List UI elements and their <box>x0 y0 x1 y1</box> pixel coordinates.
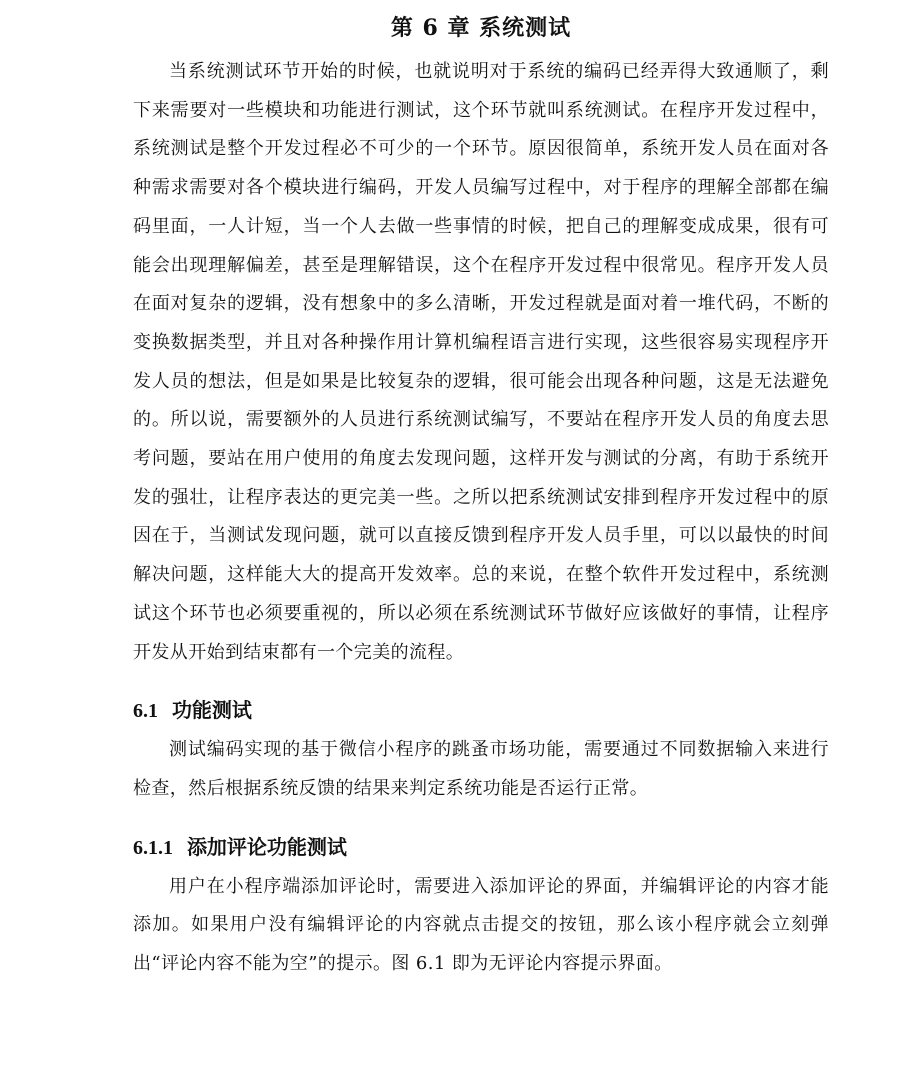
section-6-1-1-paragraph: 用户在小程序端添加评论时，需要进入添加评论的界面，并编辑评论的内容才能添加。如果用户没有编辑评论的内容就点击提交的按钮，那么该小程序就会立刻弹出“评论内容不能为空”的提示。图 6.1 即为无评论内容提示界面。 <box>133 875 829 975</box>
section-number: 6.1 <box>133 700 158 723</box>
section-title: 功能测试 <box>171 698 252 723</box>
subsection-heading-6-1-1 <box>133 826 829 868</box>
subsection-number: 6.1.1 <box>133 836 173 859</box>
section-heading-6-1 <box>133 689 829 731</box>
chapter-title: 第 6 章 系统测试 <box>390 15 572 41</box>
section-6-1-paragraph: 测试编码实现的基于微信小程序的跳蚤市场功能，需要通过不同数据输入来进行检查，然后根据系统反馈的结果来判定系统功能是否运行正常。 <box>133 739 829 799</box>
subsection-title: 添加评论功能测试 <box>186 834 347 859</box>
chapter-intro-paragraph: 当系统测试环节开始的时候，也就说明对于系统的编码已经弄得大致通顺了，剩下来需要对一些模块和功能进行测试，这个环节就叫系统测试。在程序开发过程中，系统测试是整个开发过程必不可少的一个环节。原因很简单，系统开发人员在面对各种需求需要对各个模块进行编码，开发人员编写过程中，对于程序的理解全部都在编码里面，一人计短，当一个人去做一些事情的时候，把自己的理解变成成果，很有可能会出现理解偏差，甚至是理解错误，这个在程序开发过程中很常见。程序开发人员在面对复杂的逻辑，没有想象中的多么清晰，开发过程就是面对着一堆代码，不断的变换数据类型，并且对各种操作用计算机编程语言进行实现，这些很容易实现程序开发人员的想法，但是如果是比较复杂的逻辑，很可能会出现各种问题，这是无法避免的。所以说，需要额外的人员进行系统测试编写，不要站在程序开发人员的角度去思考问题，要站在用户使用的角度去发现问题，这样开发与测试的分离，有助于系统开发的强壮，让程序表达的更完美一些。之所以把系统测试安排到程序开发过程中的原因在于，当测试发现问题，就可以直接反馈到程序开发人员手里，可以以最快的时间解决问题，这样能大大的提高开发效率。总的来说，在整个软件开发过程中，系统测试这个环节也必须要重视的，所以必须在系统测试环节做好应该做好的事情，让程序开发从开始到结束都有一个完美的流程。 <box>133 61 829 663</box>
document-page <box>133 0 829 984</box>
